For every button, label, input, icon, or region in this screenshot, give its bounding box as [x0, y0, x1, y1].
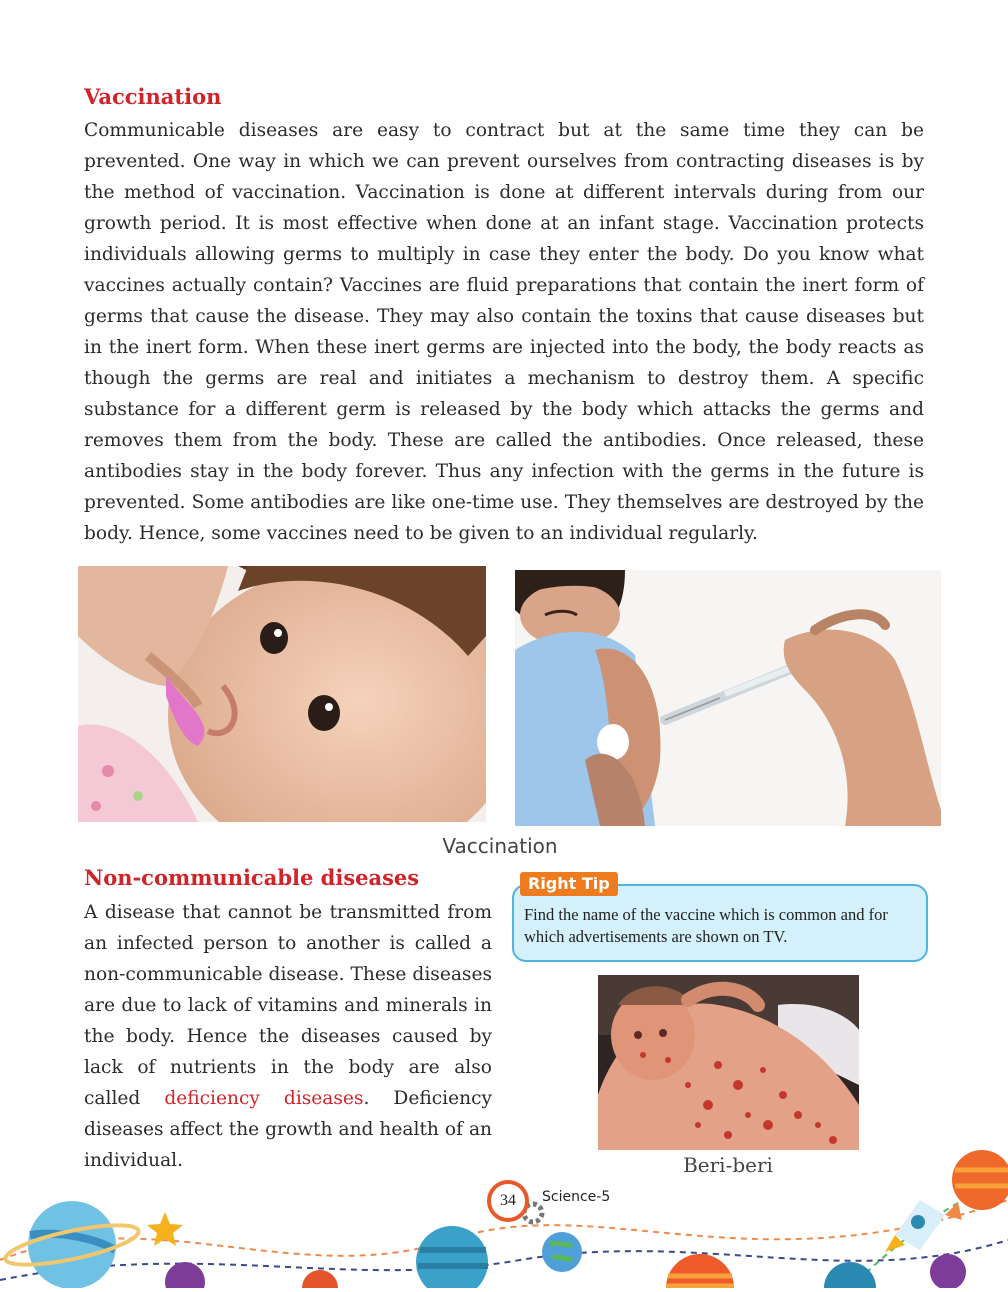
deficiency-diseases-term: deficiency diseases — [164, 1088, 364, 1109]
baby-oral-drops-photo — [78, 566, 486, 822]
beriberi-photo — [598, 975, 859, 1150]
paragraph-text: A disease that cannot be transmitted from an infected person to another is called a non-communicable disease. These diseases are due to lack of vitamins and minerals in the body. Hence the diseases caused by lack of nutrients in the body are also called — [84, 902, 492, 1109]
vaccination-heading: Vaccination — [84, 84, 222, 109]
child-injection-photo — [515, 570, 941, 826]
rocket-icon — [885, 1200, 962, 1252]
page-number: 34 — [487, 1180, 529, 1222]
non-communicable-heading: Non-communicable diseases — [84, 865, 420, 890]
beriberi-caption: Beri-beri — [683, 1153, 773, 1177]
book-title: Science-5 — [542, 1189, 611, 1205]
non-communicable-paragraph — [84, 897, 492, 1176]
paragraph-text-end: . Deficiency diseases affect the growth and health of an individual. — [84, 1088, 492, 1171]
vaccination-paragraph: Communicable diseases are easy to contract but at the same time they can be prevented. One way in which we can prevent ourselves from contracting diseases is by the method of vaccination. Vaccination is done at different intervals during from our growth period. It is most effective when done at an infant stage. Vaccination protects individuals allowing germs to multiply in case they enter the body. Do you know what vaccines actually contain? Vaccines are fluid preparations that contain the inert form of germs that cause the disease. They may also contain the toxins that cause diseases but in the inert form. When these inert germs are injected into the body, the body reacts as though the germs are real and initiates a mechanism to destroy them. A specific substance for a different germ is released by the body which attacks the germs and removes them from the body. These are called the antibodies. Once released, these antibodies stay in the body forever. Thus any infection with the germs in the future is prevented. Some antibodies are like one-time use. They themselves are destroyed by the body. Hence, some vaccines need to be given to an individual regularly. — [84, 120, 924, 544]
right-tip-text: Find the name of the vaccine which is common and for which advertisements are shown on TV. — [524, 905, 888, 946]
right-tip-label: Right Tip — [520, 872, 618, 896]
vaccination-caption: Vaccination — [442, 834, 558, 858]
